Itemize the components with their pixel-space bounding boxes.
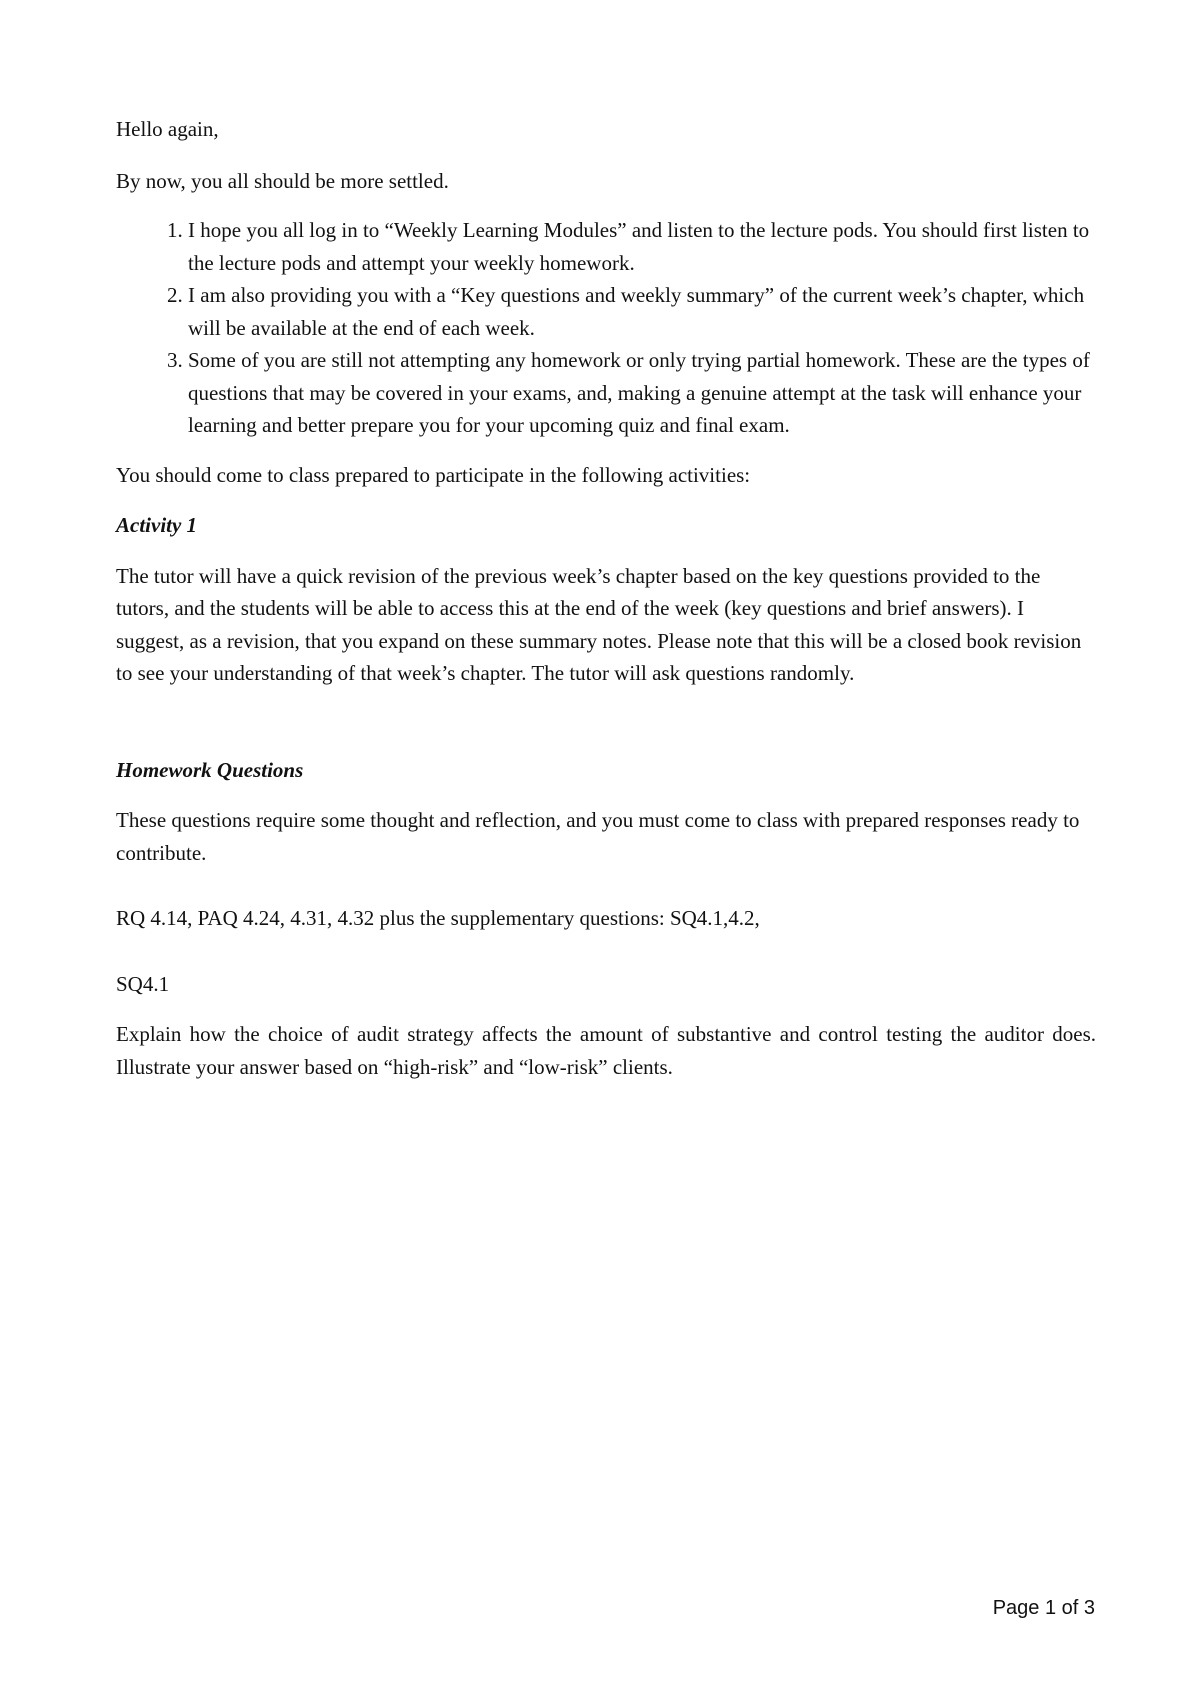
greeting: Hello again,	[116, 117, 219, 141]
activities-lead: You should come to class prepared to participate in the following activities:	[116, 462, 751, 487]
activity-paragraph: The tutor will have a quick revision of the previous week’s chapter based on the key questions provided to the tutors, and the students will be able to access this at the end of the week (key questions and brief answers). I suggest, as a revision, that you expand on these summary notes. Please note that this will be a closed book revision to see your understanding of that week’s chapter. The tutor will ask questions randomly.	[116, 563, 1082, 685]
question-list: RQ 4.14, PAQ 4.24, 4.31, 4.32 plus the supplementary questions: SQ4.1,4.2,	[116, 906, 760, 930]
list-item: 1. I hope you all log in to “Weekly Learning Modules” and listen to the lecture pods. You should first listen to the lecture pods and attempt your weekly homework.	[188, 214, 1096, 279]
numbered-list	[116, 214, 1096, 442]
homework-paragraph: These questions require some thought and reflection, and you must come to class with prepared responses ready to contribute.	[116, 808, 1080, 865]
page-number: Page 1 of 3	[992, 1597, 1095, 1619]
list-item: 3. Some of you are still not attempting any homework or only trying partial homework. These are the types of questions that may be covered in your exams, and, making a genuine attempt at the task will enhance your learning and better prepare you for your upcoming quiz and final exam.	[188, 344, 1096, 442]
list-item: 2. I am also providing you with a “Key questions and weekly summary” of the current week’s chapter, which will be available at the end of each week.	[188, 279, 1096, 344]
homework-heading: Homework Questions	[116, 757, 304, 782]
activity-heading: Activity 1	[116, 513, 198, 537]
question-label: SQ4.1	[116, 971, 170, 996]
question-text: Explain how the choice of audit strategy affects the amount of substantive and control testing the auditor does. Illustrate your answer based on “high-risk” and “low-risk” clients.	[116, 1022, 1096, 1079]
document-body	[116, 113, 1096, 1083]
intro-paragraph: By now, you all should be more settled.	[116, 168, 449, 193]
